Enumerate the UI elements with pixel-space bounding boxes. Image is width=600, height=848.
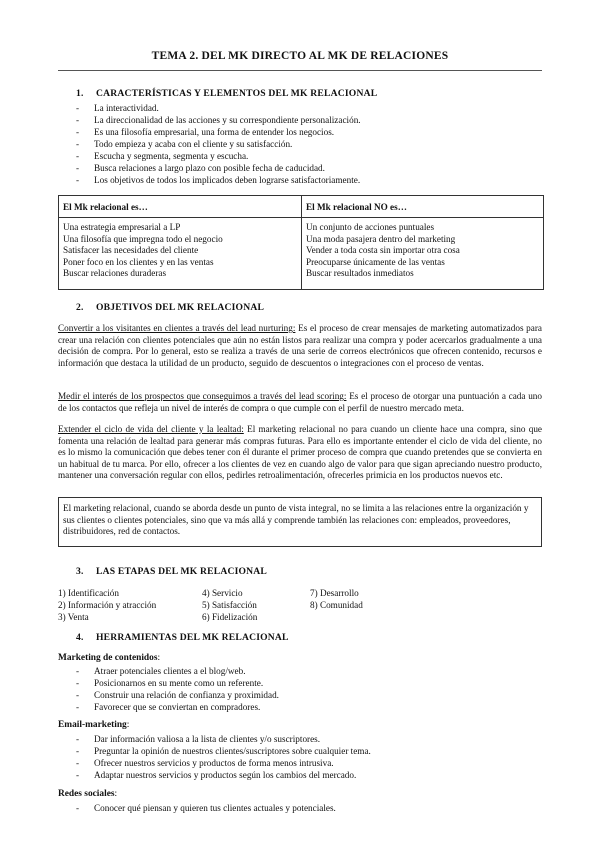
stage-item: 4) Servicio [202, 588, 243, 598]
tool-heading-email-marketing: Email-marketing: [58, 720, 130, 730]
list-item: - Conocer qué piensan y quieren tus clientes actuales y potenciales. [76, 802, 336, 814]
list-item: - Los objetivos de todos los implicados deben lograrse satisfactoriamente. [76, 174, 361, 186]
section-number: 4. [76, 632, 84, 643]
section-heading-2 [76, 302, 264, 313]
tool-name: Marketing de contenidos [58, 653, 158, 663]
table-cell: Preocuparse únicamente de las ventas [306, 256, 445, 267]
table-cell: Una filosofía que impregna todo el negocio [63, 233, 223, 244]
stage-item: 3) Venta [58, 612, 89, 622]
table-cell: Un conjunto de acciones puntuales [306, 222, 435, 232]
objective-text: Es el proceso de otorgar una puntuación a cada uno de los contactos que refleja un nivel de interés de compra o que cumple con el perfil de nuestro mercado meta. [58, 391, 542, 413]
list-item: - Favorecer que se conviertan en compradores. [76, 701, 279, 713]
section-title: LAS ETAPAS DEL MK RELACIONAL [96, 566, 268, 577]
section-number: 1. [76, 88, 84, 99]
table-cell: Una estrategia empresarial a LP [63, 222, 181, 232]
objective-text: El marketing relacional no para cuando un cliente hace una compra, sino que fomenta una relación de lealtad para generar más compras futuras. Para ello es importante entender el ciclo de vida del cliente, no es lo mismo la comunicación que debes tener con él durante el primer proceso de compra que cuando pretendes que se convierta en un habitual de tu marca. Por ello, ofrecer a los clientes de vez en cuando algo de valor para que sigan apreciando nuestro producto, mantener una conversación regular con ellos, pedirles retroalimentación, ofrecerles primicia en los productos nuevos etc. [58, 424, 542, 481]
list-item: - Ofrecer nuestros servicios y productos de forma menos intrusiva. [76, 757, 371, 769]
tool-heading-social-media: Redes sociales: [58, 789, 118, 799]
list-item: - Busca relaciones a largo plazo con posible fecha de caducidad. [76, 162, 361, 174]
section-number: 3. [76, 566, 84, 577]
section-heading-4 [76, 632, 289, 643]
list-item: - La direccionalidad de las acciones y su correspondiente personalización. [76, 114, 361, 126]
list-item: - Atraer potenciales clientes a el blog/web. [76, 665, 279, 677]
tool-list-content-marketing [76, 665, 279, 713]
tool-name: Email-marketing [58, 720, 127, 730]
table-cell: Buscar relaciones duraderas [63, 268, 167, 279]
stage-item: 2) Información y atracción [58, 600, 157, 610]
tool-name: Redes sociales [58, 789, 115, 799]
stage-item: 5) Satisfacción [202, 600, 257, 610]
tool-list-email-marketing [76, 733, 371, 781]
section-title: HERRAMIENTAS DEL MK RELACIONAL [96, 632, 289, 643]
title-divider [58, 70, 542, 71]
stage-item: 1) Identificación [58, 588, 119, 598]
characteristics-list [76, 102, 361, 186]
section-number: 2. [76, 302, 84, 313]
list-item: - Escucha y segmenta, segmenta y escucha. [76, 150, 361, 162]
list-item: - Construir una relación de confianza y proximidad. [76, 689, 279, 701]
table-cell: Satisfacer las necesidades del cliente [63, 245, 199, 256]
comparison-column-is-not [302, 196, 543, 289]
document-title: TEMA 2. DEL MK DIRECTO AL MK DE RELACIONES [151, 50, 449, 62]
table-cell: Vender a toda costa sin importar otra cosa [306, 245, 460, 256]
list-item: - La interactividad. [76, 102, 361, 114]
tool-heading-content-marketing: Marketing de contenidos: [58, 653, 161, 663]
list-item: - Todo empieza y acaba con el cliente y su satisfacción. [76, 138, 361, 150]
objective-lead: Medir el interés de los prospectos que conseguimos a través del lead scoring: [58, 391, 347, 401]
integral-note-box: El marketing relacional, cuando se aborda desde un punto de vista integral, no se limita a las relaciones entre la organización y sus clientes o clientes potenciales, sino que va más allá y comprende también las relaciones con: empleados, proveedores, distribuidores, red de contactos. [58, 497, 542, 547]
section-heading-1 [76, 88, 377, 99]
tool-list-social-media [76, 802, 336, 814]
stage-item: 7) Desarrollo [310, 588, 359, 598]
stage-item: 6) Fidelización [202, 612, 258, 622]
list-item: - Preguntar la opinión de nuestros clientes/suscriptores sobre cualquier tema. [76, 745, 371, 757]
objective-text: Es el proceso de crear mensajes de marketing automatizados para crear una relación con clientes potenciales que aún no están listos para realizar una compra y poder acercarlos gradualmente a una decisión de compra. Por lo general, esto se realiza a través de una serie de correos electrónicos que ofrecen contenido, recursos e información que destaca la utilidad de un producto, seguido de descuentos o integraciones con el proceso de ventas. [58, 323, 542, 368]
section-title: OBJETIVOS DEL MK RELACIONAL [96, 302, 265, 313]
comparison-header: El Mk relacional es… [59, 196, 301, 218]
objective-paragraph-3 [58, 424, 542, 482]
comparison-table [58, 195, 544, 290]
objective-lead: Extender el ciclo de vida del cliente y la lealtad: [58, 424, 244, 434]
table-cell: Poner foco en los clientes y en las ventas [63, 256, 214, 267]
list-item: - Es una filosofía empresarial, una forma de entender los negocios. [76, 126, 361, 138]
list-item: - Posicionarnos en su mente como un referente. [76, 677, 279, 689]
section-title: CARACTERÍSTICAS Y ELEMENTOS DEL MK RELACIONAL [96, 88, 378, 99]
table-cell: Una moda pasajera dentro del marketing [306, 233, 456, 244]
comparison-column-is [59, 196, 302, 289]
stage-item: 8) Comunidad [310, 600, 363, 610]
section-heading-3 [76, 566, 267, 577]
objective-paragraph-1 [58, 323, 542, 369]
objective-lead: Convertir a los visitantes en clientes a través del lead nurturing: [58, 323, 296, 333]
list-item: - Dar información valiosa a la lista de clientes y/o suscriptores. [76, 733, 371, 745]
list-item: - Adaptar nuestros servicios y productos según los cambios del mercado. [76, 769, 371, 781]
table-cell: Buscar resultados inmediatos [306, 268, 414, 279]
comparison-header: El Mk relacional NO es… [302, 196, 543, 218]
objective-paragraph-2 [58, 391, 542, 414]
